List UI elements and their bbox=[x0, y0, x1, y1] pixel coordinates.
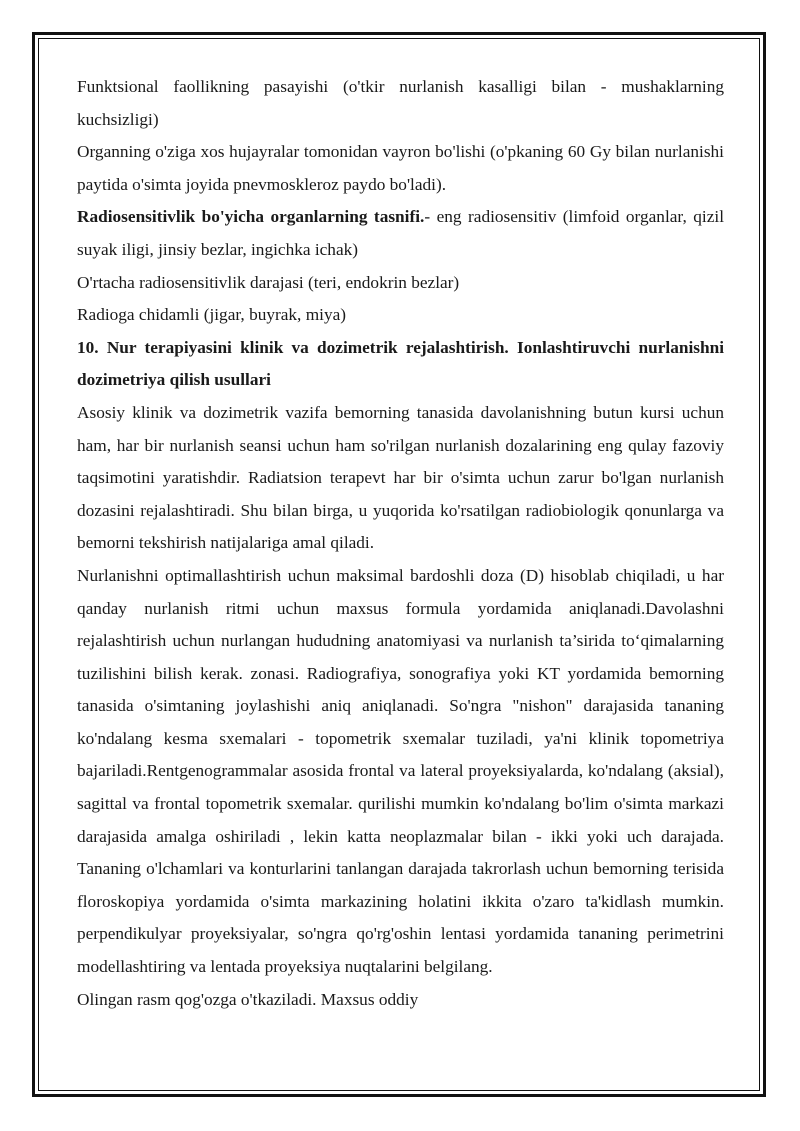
paragraph-text: O'rtacha radiosensitivlik darajasi (teri, endokrin bezlar) bbox=[77, 272, 460, 292]
section-heading-10 bbox=[77, 332, 724, 397]
paragraph-optimization bbox=[77, 560, 724, 984]
document-body bbox=[77, 71, 724, 1016]
paragraph-text: Organning o'ziga xos hujayralar tomonidan vayron bo'lishi (o'pkaning 60 Gy bilan nurlanishi paytida o'simta joyida pnevmoskleroz paydo bo'ladi). bbox=[77, 142, 724, 194]
classification-heading: Radiosensitivlik bo'yicha organlarning tasnifi. bbox=[77, 207, 425, 227]
paragraph-text: - eng radiosensitiv (limfoid organlar, qizil suyak iligi, jinsiy bezlar, ingichka ichak) bbox=[77, 207, 724, 259]
paragraph-text: Asosiy klinik va dozimetrik vazifa bemorning tanasida davolanishning butun kursi uchun ham, har bir nurlanish seansi uchun ham so'rilgan nurlanish dozalarining eng qulay fazoviy taqsimotini yaratishdir. Radiatsion terapevt har bir o'simta uchun zarur bo'lgan nurlanish dozasini rejalashtiradi. Shu bilan birga, u yuqorida ko'rsatilgan radiobiologik qonunlarga va bemorni tekshirish natijalariga amal qiladi. bbox=[77, 402, 724, 553]
paragraph-text: Olingan rasm qog'ozga o'tkaziladi. Maxsus oddiy bbox=[77, 989, 419, 1009]
paragraph-moderate-sensitivity bbox=[77, 267, 724, 300]
paragraph-text: Nurlanishni optimallashtirish uchun maksimal bardoshli doza (D) hisoblab chiqiladi, u har qanday nurlanish ritmi uchun maxsus formula yordamida aniqlanadi.Davolashni rejalashtirish uchun nurlangan hududning anatomiyasi va nurlanish ta’sirida to‘qimalarning tuzilishini bilish kerak. zonasi. Radiografiya, sonografiya yoki KT yordamida bemorning tanasida o'simtaning joylashishi aniq aniqlanadi. So'ngra "nishon" darajasida tananing ko'ndalang kesma sxemalari - topometrik sxemalar tuziladi, ya'ni klinik topometriya bajariladi.Rentgenogrammalar asosida frontal va lateral proyeksiyalarda, ko'ndalang (aksial), sagittal va frontal topometrik sxemalar. qurilishi mumkin ko'ndalang bo'lim o'simta markazi darajasida amalga oshiriladi , lekin katta neoplazmalar bilan - ikki yoki uch darajada. Tananing o'lchamlari va konturlarini tanlangan darajada takrorlash uchun bemorning terisida floroskopiya yordamida o'simta markazining holatini ikkita o'zaro ta'kidlash mumkin. perpendikulyar proyeksiyalar, so'ngra qo'rg'oshin lentasi yordamida tananing perimetrini modellashtiring va lentada proyeksiya nuqtalarini belgilang. bbox=[77, 565, 724, 977]
paragraph-radiosensitivity-classification bbox=[77, 201, 724, 266]
paragraph-final bbox=[77, 984, 724, 1017]
paragraph-text: Radioga chidamli (jigar, buyrak, miya) bbox=[77, 305, 347, 325]
section-title: 10. Nur terapiyasini klinik va dozimetrik rejalashtirish. Ionlashtiruvchi nurlanishni dozimetriya qilish usullari bbox=[77, 337, 724, 390]
paragraph-organ-destruction bbox=[77, 136, 724, 201]
paragraph-radioresistant bbox=[77, 299, 724, 332]
paragraph-text: Funktsional faollikning pasayishi (o'tkir nurlanish kasalligi bilan - mushaklarning kuchsizligi) bbox=[77, 77, 724, 129]
paragraph-functional-decline bbox=[77, 71, 724, 136]
paragraph-main-task bbox=[77, 397, 724, 560]
